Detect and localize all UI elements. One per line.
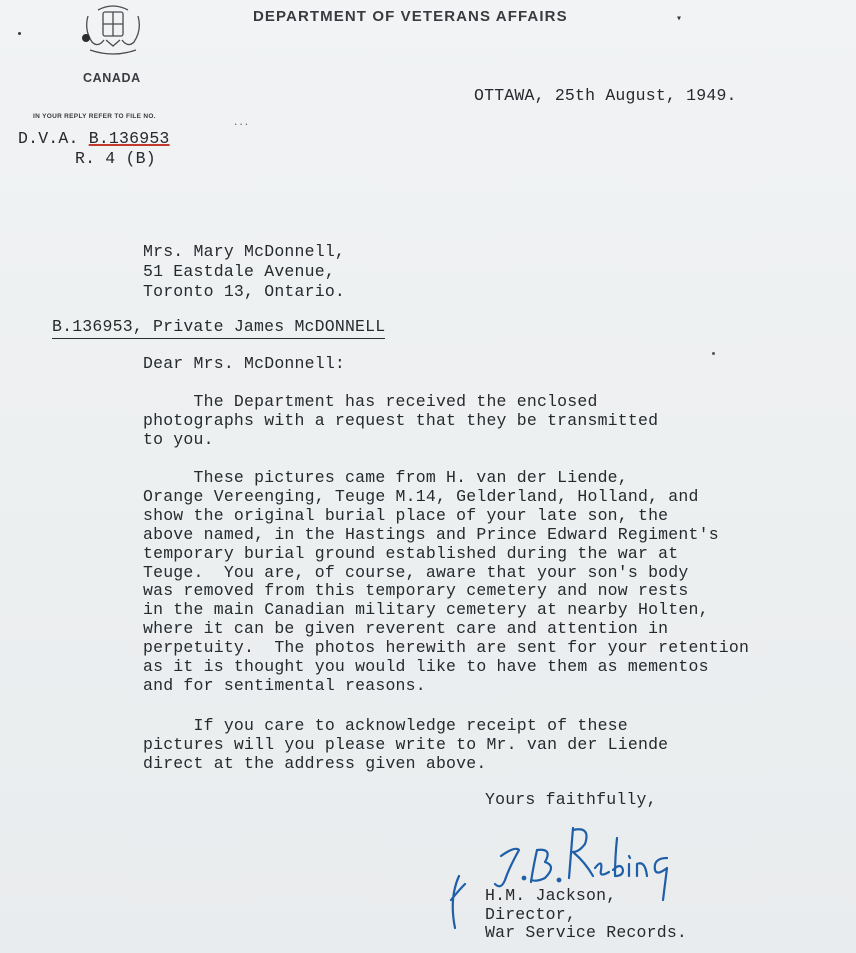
file-reference	[18, 129, 170, 148]
recipient-name: Mrs. Mary McDonnell,	[143, 242, 346, 261]
body-paragraph-3: If you care to acknowledge receipt of these pictures will you please write to Mr. van der Liende direct at the address given above.	[143, 716, 669, 773]
subject-line: B.136953, Private James McDONNELL	[52, 317, 385, 339]
body-paragraph-2: These pictures came from H. van der Liende, Orange Vereenging, Teuge M.14, Gelderland, Holland, and show the original burial place of your late son, the above named, in the Hastings and Prince Edward Regiment's temporary burial ground established during the war at Teuge. You are, of course, aware that your son's body was removed from this temporary cemetery and now rests in the main Canadian military cemetery at nearby Holten, where it can be given reverent care and attention in perpetuity. The photos herewith are sent for your retention as it is thought you would like to have them as mementos and for sentimental reasons.	[143, 468, 750, 695]
coat-of-arms-icon	[76, 0, 150, 62]
country-label: CANADA	[83, 71, 141, 85]
recipient-address	[143, 242, 345, 302]
paper-mark: ▾	[676, 14, 683, 25]
file-number: B.136953	[88, 129, 170, 148]
paper-mark: ...	[233, 118, 250, 128]
signatory-name: H.M. Jackson,	[485, 886, 617, 905]
department-heading: DEPARTMENT OF VETERANS AFFAIRS	[253, 8, 568, 25]
body-paragraph-1: The Department has received the enclosed photographs with a request that they be transmitted to you.	[143, 392, 659, 449]
recipient-street: 51 Eastdale Avenue,	[143, 262, 335, 281]
file-prefix: D.V.A.	[18, 129, 89, 148]
signature-block	[485, 887, 687, 943]
reply-reference-prompt: IN YOUR REPLY REFER TO FILE NO.	[33, 113, 156, 120]
date-line: OTTAWA, 25th August, 1949.	[474, 86, 737, 105]
file-subreference: R. 4 (B)	[75, 149, 156, 168]
closing: Yours faithfully,	[485, 790, 657, 809]
salutation: Dear Mrs. McDonnell:	[143, 354, 346, 373]
paper-speck	[712, 352, 715, 355]
paper-speck	[18, 32, 21, 35]
signatory-title: Director,	[485, 904, 576, 924]
signatory-office: War Service Records.	[485, 923, 688, 942]
recipient-city: Toronto 13, Ontario.	[143, 282, 346, 301]
